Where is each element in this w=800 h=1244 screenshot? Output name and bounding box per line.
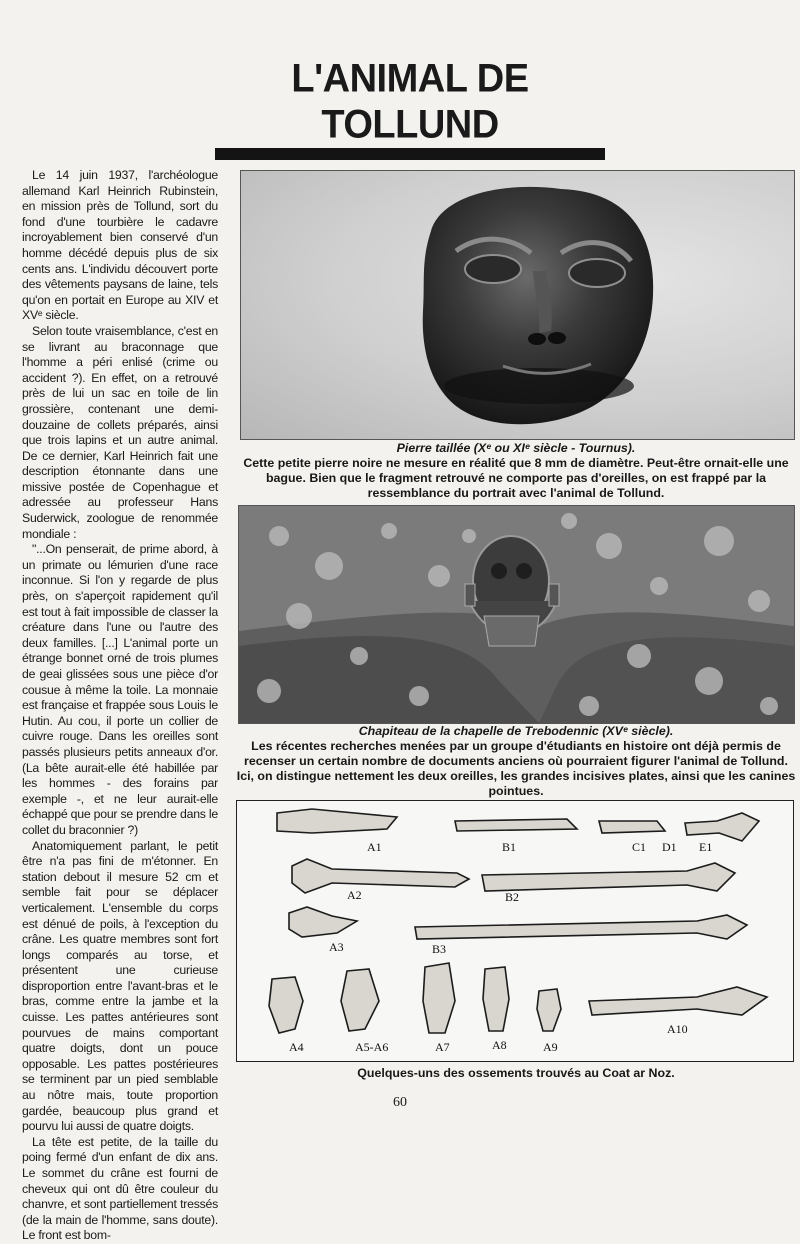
- bones-caption: [236, 1066, 796, 1081]
- bone-a2: [292, 859, 469, 893]
- title-underline: [215, 148, 605, 160]
- bone-a1: [277, 809, 397, 833]
- page-number: 60: [393, 1095, 407, 1110]
- title-block: [215, 58, 605, 160]
- bone-b2: [482, 863, 735, 891]
- label-a1: A1: [367, 840, 382, 854]
- bones-drawing: [236, 800, 794, 1062]
- caption-text: Les récentes recherches menées par un groupe d'étudiants en histoire ont déjà permis de recenser un certain nombre de documents anciens où pourraient figurer l'animal de Tollund. Ici, on distingue nettement les deux oreilles, les grandes incisives plates, ainsi que les canines pointues.: [236, 739, 796, 798]
- bone-a7: [423, 963, 455, 1033]
- bone-a10: [589, 987, 767, 1015]
- label-a4: A4: [289, 1040, 304, 1054]
- caption-text: Cette petite pierre noire ne mesure en réalité que 8 mm de diamètre. Peut-être ornait-elle une bague. Bien que le fragment retrouvé ne comporte pas d'oreilles, on est frappé par la ressemblance du portrait avec l'animal de Tollund.: [243, 456, 789, 500]
- label-a10: A10: [667, 1022, 688, 1036]
- bone-a8: [483, 967, 509, 1031]
- bone-a9: [537, 989, 561, 1031]
- chapel-capital-caption: [236, 724, 796, 799]
- bone-c1d1: [599, 821, 665, 833]
- label-d1: D1: [662, 840, 677, 854]
- label-b3: B3: [432, 942, 447, 956]
- bone-a5a6: [341, 969, 379, 1031]
- chapel-capital-photo: [238, 505, 795, 724]
- bones-illustration: [237, 801, 793, 1061]
- label-c1: C1: [632, 840, 647, 854]
- caption-text: Quelques-uns des ossements trouvés au Coat ar Noz.: [357, 1066, 675, 1080]
- bone-e1: [685, 813, 759, 841]
- stone-head-photo: [240, 170, 795, 440]
- page-title: L'ANIMAL DE TOLLUND: [291, 56, 529, 148]
- paragraph: La tête est petite, de la taille du poing fermé d'un enfant de dix ans. Le sommet du crâne est fourni de cheveux qui ont dû être couleur du chanvre, et sont partiellement tressés (de la main de l'homme, sans doute). Le front est bom-: [22, 1134, 218, 1243]
- bone-b1: [455, 819, 577, 831]
- paragraph: "...On penserait, de prime abord, à un primate ou lémurien d'une race inconnue. Si l'on y regarde de plus près, on s'aperçoit rapidement qu'il est tout à fait impossible de classer la créature dans l'une ou l'autre des deux familles. [...] L'animal porte un étrange bonnet orné de trois plumes de geai glissées sous une pièce d'or cousue à même la toile. La monnaie est française et frappée sous Louis le Hutin. Au cou, il porte un collier de cuivre rouge. Dans les oreilles sont passés plusieurs petits anneaux d'or. (La bête aurait-elle été habillée par les hommes - des forains par exemple -, et ne leur aurait-elle échappé que pour se prendre dans le collet du braconnier ?): [22, 542, 218, 837]
- label-a2: A2: [347, 888, 362, 902]
- article-body: [22, 168, 218, 1244]
- label-a9: A9: [543, 1040, 558, 1054]
- paragraph: Selon toute vraisemblance, c'est en se livrant au braconnage que l'homme a péri enlisé (crime ou accident ?). En effet, on a retrouvé près de lui un sac en toile de lin grossière, contenant une demi-douzaine de collets préparés, ainsi que trois lapins et un autre animal. De ce dernier, Karl Heinrich fait une description étonnante dans une missive postée de Copenhague et adressée au professeur Hans Suderwick, zoologue de renommée mondiale :: [22, 323, 218, 541]
- bone-a4: [269, 977, 303, 1033]
- bone-b3: [415, 915, 747, 939]
- label-b1: B1: [502, 840, 517, 854]
- caption-title: Chapiteau de la chapelle de Trebodennic (XVᵉ siècle).: [358, 724, 674, 738]
- stone-head-caption: [236, 441, 796, 501]
- label-a5a6: A5-A6: [355, 1040, 389, 1054]
- paragraph: Le 14 juin 1937, l'archéologue allemand Karl Heinrich Rubinstein, en mission près de Tollund, sort du fond d'une tourbière le cadavre incroyablement bien conservé d'un homme décédé depuis plus de six cents ans. L'individu découvert porte des vêtements paysans de laine, tels qu'on en portait en Europe au XIV et XVᵉ siècle.: [22, 168, 218, 323]
- label-a8: A8: [492, 1038, 507, 1052]
- chapel-capital-illustration: [239, 506, 794, 723]
- paragraph: Anatomiquement parlant, le petit être n'a pas fini de m'étonner. En station debout il mesure 52 cm et semble fait pour se déplacer verticalement. L'ensemble du corps est dénué de poils, à l'exception du crâne. Les quatre membres sont fort longs comparés au torse, et présentent une curieuse disproportion entre l'avant-bras et le bras, comme entre la jambe et la cuisse. Les pattes antérieures sont pourvues de mains comportant quatre doigts, dont un pouce opposable. Les pattes postérieures se terminent par un pied semblable au nôtre mais, toute proportion gardée, beaucoup plus grand et pourvu lui aussi de quatre doigts.: [22, 838, 218, 1134]
- label-e1: E1: [699, 840, 713, 854]
- caption-title: Pierre taillée (Xᵉ ou XIᵉ siècle - Tournus).: [396, 441, 636, 455]
- bone-a3: [289, 907, 357, 937]
- label-a3: A3: [329, 940, 344, 954]
- label-a7: A7: [435, 1040, 450, 1054]
- label-b2: B2: [505, 890, 520, 904]
- stone-head-illustration: [241, 171, 794, 439]
